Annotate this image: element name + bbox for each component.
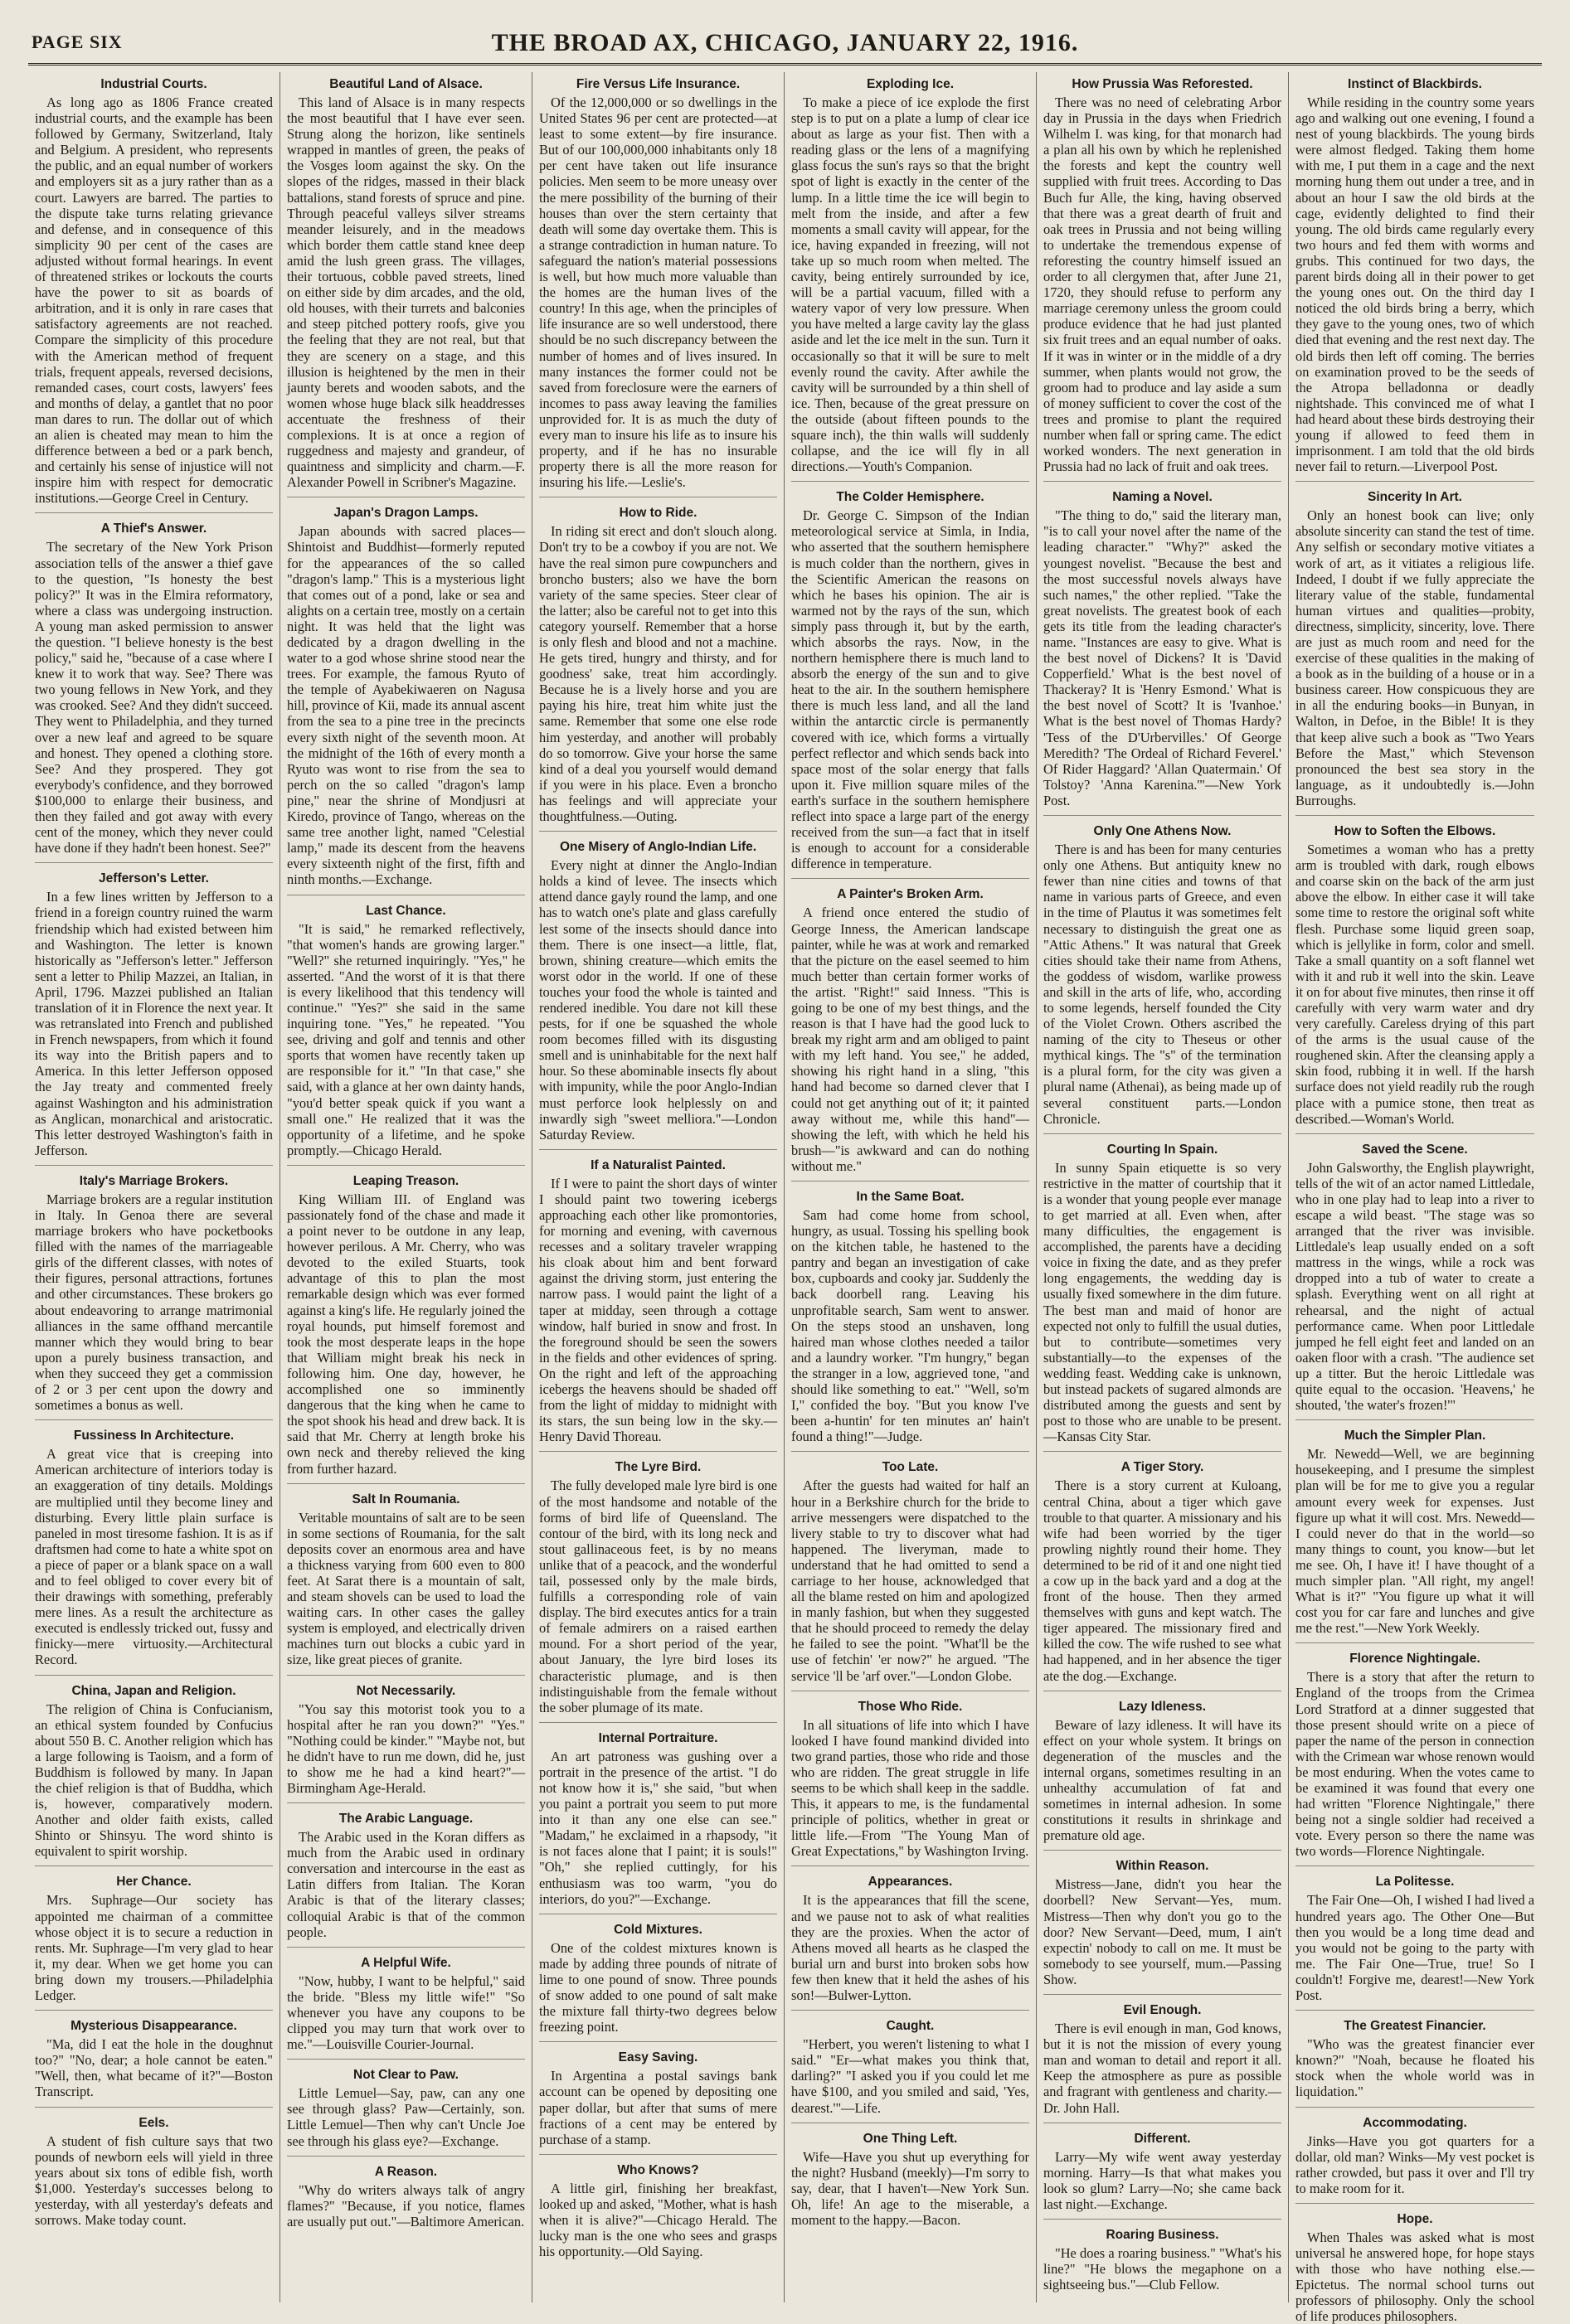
article <box>287 77 525 490</box>
article-body: "Now, hubby, I want to be helpful," said the bride. "Bless my little wife!" "So whenever you have any coupons to be clipped you may turn that work over to me."—Louisville Courier-Journal. <box>287 1972 525 2053</box>
article-title: Instinct of Blackbirds. <box>1348 77 1482 91</box>
article <box>1295 815 1534 1127</box>
article-title: Salt In Roumania. <box>352 1492 460 1506</box>
article <box>791 77 1029 474</box>
article <box>35 1675 273 1860</box>
article-body: King William III. of England was passionately fond of the chase and made it a point never to be outdone in any leap, however perilous. A Mr. Cherry, who was devoted to the exiled Stuarts, took advantage of this to plan the most remarkable design which was ever formed against a king's life. He regularly joined the royal hounds, put himself foremost and took the most desperate leaps in the hope that William might break his neck in following him. One day, however, he accomplished one so imminently dangerous that the king when he came to the spot shook his head and drew back. It is said that Mr. Cherry at length broke his own neck and thereby relieved the king from further hazard. <box>287 1191 525 1477</box>
article-title: Eels. <box>139 2115 169 2130</box>
article-body: Only an honest book can live; only absolute sincerity can stand the test of time. Any selfish or secondary motive vitiates a work of art, as it vitiates a religious life. Indeed, I doubt if we fully appreciate the literary value of the stable, fundamental human virtues and qualities—probity, directness, simplicity, sincerity, love. There are just as much room and need for the exercise of these qualities in the making of a book as in the building of a house or in a business career. How conspicuous they are in all the enduring books—in Bunyan, in Walton, in Defoe, in the Bible! It is they that keep alive such a book as "Two Years Before the Mast," which Stevenson pronounced the best sea story in the language, as it undoubtedly is.—John Burroughs. <box>1295 507 1534 808</box>
article-body: One of the coldest mixtures known is made by adding three pounds of nitrate of lime to one pound of snow. Three pounds of snow added to one pound of salt make the mixture fall thirty-two degrees below freezing point. <box>539 1939 777 2035</box>
article-body: After the guests had waited for half an hour in a Berkshire church for the bride to arrive messengers were dispatched to the livery stable to try to discover what had happened. The liveryman, made to understand that he had omitted to send a carriage to her house, acknowledged that all the blame rested on him and apologized in manly fashion, but when they suggested that he should proceed to remedy the delay he failed to see the point. "What'll be the use of fetchin' 'er now?" he argued. "The service 'll be 'arf over."—London Globe. <box>791 1477 1029 1684</box>
article <box>287 895 525 1158</box>
article-title: Florence Nightingale. <box>1349 1652 1480 1667</box>
column-6 <box>1289 72 1541 2324</box>
column-5 <box>1037 72 1289 2302</box>
article-title: Leaping Treason. <box>352 1173 459 1188</box>
article <box>539 2154 777 2259</box>
article <box>539 831 777 1143</box>
article-title: Fire Versus Life Insurance. <box>576 77 741 91</box>
article-title: Naming a Novel. <box>1112 490 1213 505</box>
column-3 <box>532 72 785 2302</box>
article-title: The Greatest Financier. <box>1344 2019 1486 2034</box>
article <box>1043 2219 1281 2292</box>
article-title: A Helpful Wife. <box>361 1955 451 1970</box>
article <box>1295 2010 1534 2099</box>
article-title: Internal Portraiture. <box>598 1730 718 1745</box>
article <box>1043 77 1281 474</box>
article-body: "Herbert, you weren't listening to what I said." "Er—what makes you think that, darling?" "I asked you if you could let me have $100, and you smiled and said, 'Yes, dearest.'"—Life. <box>791 2036 1029 2116</box>
article-title: Sincerity In Art. <box>1368 490 1462 505</box>
article-title: How to Soften the Elbows. <box>1334 824 1496 839</box>
article <box>287 1165 525 1477</box>
article-title: Accommodating. <box>1363 2115 1467 2130</box>
article <box>539 497 777 824</box>
article-body: Marriage brokers are a regular institution in Italy. In Genoa there are several marriage brokers who have pocketbooks filled with the names of the marriageable girls of the different classes, with notes of their figures, personal attractions, fortunes and other circumstances. These brokers go about endeavoring to arrange matrimonial alliances in the same offhand mercantile manner which they would bring to bear upon a purely business transaction, and when they succeed they get a commission of 2 or 3 per cent upon the dowry and sometimes a bonus as well. <box>35 1191 273 1414</box>
article-body: The Fair One—Oh, I wished I had lived a hundred years ago. The Other One—But then you would be a long time dead and you would not be going to the party with me. The Fair One—True, true! So I couldn't! Forgive me, dearest!—New York Post. <box>1295 1892 1534 2004</box>
article-title: Easy Saving. <box>618 2050 698 2065</box>
article <box>1295 2203 1534 2324</box>
article <box>35 862 273 1158</box>
article-title: One Thing Left. <box>863 2131 958 2146</box>
article-body: There was no need of celebrating Arbor day in Prussia in the days when Friedrich Wilhelm I. was king, for that monarch had a plan all his own by which he replenished the forests and kept the country well supplied with fruit trees. According to Das Buch fur Alle, the king, having observed that there was a great dearth of fruit and oak trees in Prussia and not being willing to undertake the tremendous expense of reforesting the country himself issued an order to all clergymen that, after June 21, 1720, they should refuse to perform any marriage ceremony unless the groom could produce evidence that he had just planted six fruit trees and an equal number of oaks. If it was in winter or in the middle of a dry summer, when plants would not grow, the groom had to produce and lay aside a sum of money sufficient to cover the cost of the trees and promise to plant the required number when fall or spring came. The edict worked wonders. The next generation in Prussia had no lack of fruit and oak trees. <box>1043 95 1281 475</box>
article <box>35 2010 273 2099</box>
column-1 <box>28 72 280 2302</box>
page-number: PAGE SIX <box>32 32 123 52</box>
article-title: Lazy Idleness. <box>1118 1699 1207 1714</box>
article-title: Those Who Ride. <box>858 1699 963 1714</box>
article-title: Industrial Courts. <box>100 77 207 91</box>
article-body: "He does a roaring business." "What's his line?" "He blows the megaphone on a sightseeing bus."—Club Fellow. <box>1043 2244 1281 2293</box>
article-title: If a Naturalist Painted. <box>591 1157 726 1172</box>
article-body: An art patroness was gushing over a portrait in the presence of the artist. "I do not know how it is," she said, "but when you paint a portrait you seem to put more into it than any one else can see." "Madam," he exclaimed in a rhapsody, "it is not faces alone that I paint; it is souls!" "Oh," she replied cuttingly, for his enthusiasm was too warm, "you do interiors, do you?"—Exchange. <box>539 1748 777 1907</box>
article-title: Japan's Dragon Lamps. <box>333 506 479 521</box>
article-title: Within Reason. <box>1116 1859 1209 1874</box>
article-body: Larry—My wife went away yesterday morning. Harry—Is that what makes you look so glum? Larry—No; she came back last night.—Exchange. <box>1043 2148 1281 2212</box>
article <box>539 1914 777 2035</box>
article <box>791 1866 1029 2003</box>
article-body: If I were to paint the short days of winter I should paint two towering icebergs approaching each other like promontories, for morning and evening, with cavernous recesses and a solitary traveler wrapping his cloak about him and bent forward against the driving storm, just entering the narrow pass. I would paint the light of a taper at midday, seen through a cottage window, half buried in snow and frost. In the foreground should be seen the sowers in the fields and other evidences of spring. On the right and left of the approaching icebergs the heavens should be shaded off from the light of midday to midnight with its stars, the sun being low in the sky.—Henry David Thoreau. <box>539 1175 777 1445</box>
article-body: Mr. Newedd—Well, we are beginning housekeeping, and I presume the simplest plan will be for me to give you a regular amount every week for expenses. Just figure up what it will cost. Mrs. Newedd—I could never do that in the world—so many things to count, you know—but let me see. Oh, I have it! I have thought of a much simpler plan. "All right, my angel! What is it?" "You figure up what it will cost you for car fare and lunches and give me the rest."—New York Weekly. <box>1295 1446 1534 1637</box>
article <box>287 1802 525 1940</box>
article-body: "It is said," he remarked reflectively, "that women's hands are growing larger." "Well?" she returned inquiringly. "Yes," he asserted. "And the worst of it is that there is every likelihood that this tendency will continue." "Yes?" she said in the same inquiring tone. "Yes," he repeated. "You see, driving and golf and tennis and other sports that women have recently taken up are responsible for it." "In that case," she said, with a glance at her own dainty hands, "you'd better speak quick if you want a small one." He realized that it was the opportunity of a lifetime, and he spoke promptly.—Chicago Herald. <box>287 920 525 1158</box>
article <box>35 512 273 856</box>
article <box>1295 1419 1534 1636</box>
article-title: A Tiger Story. <box>1120 1460 1204 1475</box>
article-title: The Lyre Bird. <box>615 1460 702 1475</box>
article-title: How Prussia Was Reforested. <box>1072 77 1253 91</box>
article-body: "Ma, did I eat the hole in the doughnut too?" "No, dear; a hole cannot be eaten." "Well, then, what became of it?"—Boston Transcript. <box>35 2036 273 2100</box>
article-body: In a few lines written by Jefferson to a friend in a foreign country ruined the warm friendship which had existed between him and Washington. The letter is known historically as "Jefferson's letter." Jefferson sent a letter to Philip Mazzei, an Italian, in April, 1796. Mazzei published an Italian translation of it in Florence the next year. It was retranslated into French and published in French newspapers, from which it found its way into the British papers and to America. In this letter Jefferson opposed the Jay treaty and commented freely against Washington and his administration as Anglican, monarchical and aristocratic. This letter destroyed Washington's faith in Jefferson. <box>35 889 273 1158</box>
article-body: When Thales was asked what is most universal he answered hope, for hope stays with those who have nothing else.—Epictetus. The normal school turns out professors of philosophy. Only the school of life produces philosophers. <box>1295 2229 1534 2324</box>
article-title: Jefferson's Letter. <box>99 871 209 886</box>
article <box>791 2123 1029 2228</box>
article-title: Evil Enough. <box>1123 2003 1202 2018</box>
article-title: Exploding Ice. <box>866 77 955 91</box>
article-title: Much the Simpler Plan. <box>1344 1429 1486 1443</box>
article <box>287 2059 525 2148</box>
article-title: Saved the Scene. <box>1362 1142 1468 1157</box>
article-body: In Argentina a postal savings bank account can be opened by depositing one paper dollar, but after that sums of mere fractions of a cent may be entered by purchase of a stamp. <box>539 2068 777 2147</box>
article-body: Little Lemuel—Say, paw, can any one see through glass? Paw—Certainly, son. Little Lemuel—Then why can't Uncle Joe see through his glass eye?—Exchange. <box>287 2085 525 2149</box>
article-body: Dr. George C. Simpson of the Indian meteorological service at Simla, in India, who asserted that the southern hemisphere is much colder than the northern, gives in the Scientific American the reasons on which he bases his opinion. The air is warmed not by the rays of the sun, which simply pass through it, but by the earth, which absorbs the rays. Now, in the northern hemisphere there is much land to absorb the energy of the sun and to give heat to the air. In the southern hemisphere there is much less land, and all the land within the antarctic circle is permanently covered with ice, which forms a virtually perfect reflector and which sends back into space most of the solar energy that falls upon it. Five million square miles of the earth's surface in the southern hemisphere reflect into space a large part of the energy received from the sun—a fact that in itself is enough to account for a considerable difference in temperature. <box>791 507 1029 872</box>
article <box>539 1149 777 1445</box>
article <box>539 1722 777 1907</box>
article <box>1043 1451 1281 1683</box>
article <box>1043 481 1281 808</box>
article-body: Beware of lazy idleness. It will have its effect on your whole system. It brings on degeneration of the muscles and the internal organs, sometimes resulting in an unhealthy accumulation of fat and sometimes in internal adhesion. In some constitutions it results in shrinkage and premature old age. <box>1043 1716 1281 1844</box>
article <box>791 1181 1029 1444</box>
article-title: Hope. <box>1397 2211 1433 2226</box>
article-title: In the Same Boat. <box>856 1190 965 1204</box>
article-body: Mistress—Jane, didn't you hear the doorbell? New Servant—Yes, mum. Mistress—Then why don't you go to the door? New Servant—Deed, mum, I ain't expectin' nobody to call on me. It must be somebody to see yourself, mum.—Passing Show. <box>1043 1876 1281 1987</box>
article-body: It is the appearances that fill the scene, and we pause not to ask of what realities they are the proxies. When the actor of Athens moved all hearts as he clasped the burial urn and burst into broken sobs how few then knew that it held the ashes of his son!—Bulwer-Lytton. <box>791 1892 1029 2004</box>
article <box>35 77 273 506</box>
article <box>287 1483 525 1668</box>
article <box>1043 1133 1281 1445</box>
article-body: Veritable mountains of salt are to be seen in some sections of Roumania, for the salt deposits cover an enormous area and have a thickness varying from 600 even to 800 feet. At Sarat there is a mountain of salt, and steam shovels can be used to load the waiting cars. In other cases the galley system is employed, and electrically driven machines turn out blocks a cubic yard in size, like great pieces of granite. <box>287 1509 525 1668</box>
article <box>791 2010 1029 2115</box>
article-title: Mysterious Disappearance. <box>70 2019 237 2034</box>
article <box>1295 2107 1534 2196</box>
article <box>791 878 1029 1174</box>
article-body: A friend once entered the studio of George Inness, the American landscape painter, while he was at work and remarked that the picture on the easel seemed to him much better than certain former works of the artist. "Right!" said Inness. "This is going to be one of my best things, and the reason is that I have had the good luck to break my right arm and am obliged to paint with my left hand. You see," he added, showing his right hand in a sling, "this hand had become so darned clever that I could not get anything out of it; it painted away without me, while this hand"—showing the left, with which he held his brush—"is awkward and can do nothing without me." <box>791 905 1029 1174</box>
article <box>35 1165 273 1413</box>
article-title: Fussiness In Architecture. <box>73 1429 235 1443</box>
article <box>539 2041 777 2147</box>
article-body: There is a story current at Kuloang, central China, about a tiger which gave trouble to that quarter. A missionary and his wife had been worried by the tiger prowling nightly round their home. They determined to be rid of it and one night tied a cow up in the back yard and a dog at the front of the house. Then they armed themselves with guns and kept watch. The tiger appeared. The missionary fired and killed the cow. The wife rushed to see what had happened, and in her absence the tiger ate the dog.—Exchange. <box>1043 1477 1281 1684</box>
article-title: Last Chance. <box>366 903 446 918</box>
article-body: There is evil enough in man, God knows, but it is not the mission of every young man and woman to detail and report it all. Keep the atmosphere as pure as possible and fragrant with gentleness and charity.—Dr. John Hall. <box>1043 2021 1281 2116</box>
article-title: A Thief's Answer. <box>100 522 207 536</box>
article-body: "Why do writers always talk of angry flames?" "Because, if you notice, flames are usually put out."—Baltimore American. <box>287 2181 525 2229</box>
article-title: Italy's Marriage Brokers. <box>79 1173 229 1188</box>
article <box>1295 1642 1534 1859</box>
article-body: "You say this motorist took you to a hospital after he ran you down?" "Yes." "Nothing could be kinder." "Maybe not, but he didn't have to run me down, did he, just to show me he had a kind heart?"—Birmingham Age-Herald. <box>287 1701 525 1796</box>
article <box>1295 1133 1534 1414</box>
article-title: La Politesse. <box>1375 1875 1455 1890</box>
article-body: While residing in the country some years ago and walking out one evening, I found a nest of young blackbirds. The young birds were almost fledged. Taking them home with me, I put them in a cage and the next morning hung them out under a tree, and in about an hour I saw the old birds at the cage, evidently delighted to find their young. The old birds came regularly every two hours and fed them with worms and grubs. This continued for two days, the parent birds doing all in their power to get the young ones out. On the third day I noticed the old birds bring a berry, which they gave to the young ones, two of which died that evening and the rest next day. The old birds then left off coming. The berries on examination proved to be the seeds of the Atropa belladonna or deadly nightshade. This convinced me of what I had heard about these birds destroying their young if allowed to feed them in imprisonment. I am told that the old birds never fail to return.—Liverpool Post. <box>1295 95 1534 475</box>
article-body: There is a story that after the return to England of the troops from the Crimea Lord Stratford at a dinner suggested that those present should write on a piece of paper the name of the person in connection with the Crimean war whose renown would be most enduring. When the votes came to be examined it was found that every one had written "Florence Nightingale," there being not a single soldier had received a vote. Every person so there the name was two words—Florence Nightingale. <box>1295 1669 1534 1860</box>
article-title: One Misery of Anglo-Indian Life. <box>559 840 757 855</box>
article <box>1295 1866 1534 2003</box>
article-body: Of the 12,000,000 or so dwellings in the United States 96 per cent are protected—at least to some extent—by fire insurance. But of our 100,000,000 inhabitants only 18 per cent have taken out life insurance policies. Men seem to be more uneasy over the mere possibility of the burning of their houses than over the stern certainty that death will some day overtake them. This is a strange contradiction in human nature. To safeguard the nation's material possessions is well, but how much more valuable than the homes are the human lives of the country! In this age, when the principles of life insurance are so well understood, there should be no such discrepancy between the number of homes and of lives insured. In many instances the former could not be saved from foreclosure were the earners of incomes to pass away leaving the families unprovided for. It is as much the duty of every man to insure his life as to insure his property, and if he has no insurable property there is all the more reason for insuring his life.—Leslie's. <box>539 95 777 491</box>
article-title: Appearances. <box>868 1875 953 1890</box>
article-columns <box>28 72 1542 2324</box>
article-title: Beautiful Land of Alsace. <box>329 77 483 91</box>
article <box>1043 2123 1281 2212</box>
article-body: "The thing to do," said the literary man, "is to call your novel after the name of the leading character." "Why?" asked the youngest novelist. "Because the best and the most successful novels always have such names," the other replied. "Take the great novelists. The greatest book of each gets its title from the leading character's name. "Instances are easy to give. What is the best novel of Dickens? It is 'David Copperfield.' What is the best novel of Thackeray? It is 'Henry Esmond.' What is the best novel of Scott? It is 'Ivanhoe.' What is the best novel of Thomas Hardy? 'Tess of the D'Urbervilles.' Of George Meredith? 'The Ordeal of Richard Feverel.' Of Rider Haggard? 'Allan Quatermain.' Of Tolstoy? 'Anna Karenina.'"—New York Post. <box>1043 507 1281 808</box>
article <box>791 481 1029 871</box>
article <box>1295 77 1534 474</box>
article-body: Every night at dinner the Anglo-Indian holds a kind of levee. The insects which attend dance gayly round the lamp, and one has to watch one's plate and glass carefully lest some of the insects should dance into them. There is one insect—a little, flat, brown, shining creature—which emits the worst odor in the world. If one of these touches your food the whole is tainted and rendered inedible. You dare not kill these pests, for if one be squashed the whole room becomes filled with its disgusting smell and is uninhabitable for the next half hour. So these abominable insects fly about with impunity, while the poor Anglo-Indian must perforce look helplessly on and inwardly sigh "sweet melliora."—London Saturday Review. <box>539 857 777 1143</box>
article-body: The Arabic used in the Koran differs as much from the Arabic used in ordinary conversation and intercourse in the east as Latin differs from Italian. The Koran Arabic is that of the literary classes; colloquial Arabic is that of the common people. <box>287 1829 525 1940</box>
article-title: Not Clear to Paw. <box>353 2068 459 2083</box>
article-title: A Painter's Broken Arm. <box>837 887 984 902</box>
article <box>287 1675 525 1797</box>
article-body: There is and has been for many centuries only one Athens. But antiquity knew no fewer than nine cities and towns of that name in various parts of Greece, and even in the time of Plautus it was sometimes felt necessary to distinguish the great one as "Attic Athens." It was natural that Greek cities should take their name from Athens, the goddess of wisdom, warlike prowess and skill in the arts of life, who, according to some legends, herself founded the City of the Violet Crown. Others ascribed the naming of the city to Theseus or other mythical kings. The "s" of the termination is a plural form, for the city was given a plural name (Athenai), as being made up of several constituent parts.—London Chronicle. <box>1043 842 1281 1127</box>
article-body: To make a piece of ice explode the first step is to put on a plate a lump of clear ice about as large as your fist. Then with a reading glass or the lens of a magnifying glass focus the sun's rays so that the bright spot of light is exactly in the center of the lump. In a little time the ice will begin to melt from the inside, and after a few moments a small cavity will appear, for the ice, having expanded in freezing, will not take up so much room when melted. The cavity, being entirely surrounded by ice, will be a partial vacuum, filled with a watery vapor of very low pressure. When you have melted a large cavity lay the glass aside and let the ice melt in the sun. Turn it occasionally so that it will be sure to melt evenly round the cavity. After awhile the cavity will be surrounded by a thin shell of ice. Then, because of the great pressure on the outside (about fifteen pounds to the square inch), the thin walls will suddenly collapse, and the ice will fly in all directions.—Youth's Companion. <box>791 95 1029 475</box>
article-body: A little girl, finishing her breakfast, looked up and asked, "Mother, what is hash when it is alive?"—Chicago Herald. The lucky man is the one who sees and grasps his opportunity.—Old Saying. <box>539 2180 777 2260</box>
article <box>1043 1850 1281 1987</box>
article-body: As long ago as 1806 France created industrial courts, and the example has been followed by Germany, Switzerland, Italy and Belgium. A president, who represents the public, and an equal number of workers and employers sit as a jury rather than as a court. Lawyers are barred. The parties to the dispute take turns relating grievance and defense, and in consequence of this simplicity 90 per cent of the cases are adjusted without formal hearings. In event of threatened strikes or lockouts the courts have the power to sit as boards of arbitration, and it is only in rare cases that satisfactory agreements are not reached. Compare the simplicity of this procedure with the American method of frequent trials, frequent appeals, reversed decisions, remanded cases, court costs, lawyers' fees and months of delay, a gantlet that no poor man dares to run. The dollar out of which an alien is cheated may mean to him the difference between a bed or a park bench, and certainly his sense of injustice will not inspire him with respect for democratic institutions.—George Creel in Century. <box>35 95 273 507</box>
article-title: China, Japan and Religion. <box>71 1683 236 1698</box>
article <box>35 1866 273 2003</box>
article-body: Sam had come home from school, hungry, as usual. Tossing his spelling book on the kitchen table, he hastened to the pantry and began an investigation of cake box, cupboards and cooky jar. Suddenly the back doorbell rang. Leaving his unprofitable search, Sam went to answer. On the steps stood an unshaven, long haired man whose clothes needed a tailor and a laundry worker. "I'm hungry," began the stranger in a low, aggrieved tone, "and should like something to eat." "Well, so'm I," confided the boy. "But you know I've been a-huntin' for ten minutes an' hain't found a thing!"—Judge. <box>791 1207 1029 1445</box>
article <box>1043 1994 1281 2116</box>
article <box>1043 1691 1281 1844</box>
article-body: "Who was the greatest financier ever known?" "Noah, because he floated his stock when the whole world was in liquidation." <box>1295 2036 1534 2100</box>
article-title: How to Ride. <box>619 506 698 521</box>
article-body: The secretary of the New York Prison association tells of the answer a thief gave to the question, "Is honesty the best policy?" It was in the Elmira reformatory, where a class was undergoing instruction. A young man asked permission to answer the question. "I believe honesty is the best policy," said he, "because of a case where I knew it to work that way. See? There was two young fellows in New York, and they was crooked. See? And they didn't succeed. They went to Philadelphia, and they turned over a new leaf and agreed to be square and honest. They opened a clothing store. See? And they prospered. They got everybody's confidence, and they borrowed $100,000 to enlarge their business, and then they failed and got away with every cent of the money, which they never could have done if they hadn't been honest. See?" <box>35 539 273 856</box>
article-body: A great vice that is creeping into American architecture of interiors today is an exaggeration of tiny details. Moldings are multiplied until they become liney and disturbing. Every little plain surface is paneled in most tiresome fashion. It is as if draftsmen had come to hate a white spot on a piece of paper or a blank space on a wall and to feel obliged to cover every bit of their drawings with something, preferably mere lines. As a result the architecture as executed is endlessly tricked out, fussy and finicky—mere virtuosity.—Architectural Record. <box>35 1446 273 1668</box>
article-body: In riding sit erect and don't slouch along. Don't try to be a cowboy if you are not. We have the real simon pure cowpunchers and broncho busters; also we have the born variety of the same species. Steer clear of the latter; also be careful not to get into this category yourself. Remember that a horse is only flesh and blood and not a machine. He gets tired, hungry and thirsty, and for goodness' sake, treat him accordingly. Because he is a lively horse and you are paying his hire, treat him white just the same. Remember that some one else rode him yesterday, and another will probably do so tomorrow. Give your horse the same kind of a deal you yourself would demand if you were in his place. Even a broncho has feelings and will appreciate your thoughtfulness.—Outing. <box>539 523 777 825</box>
article <box>539 1451 777 1715</box>
article <box>35 2107 273 2229</box>
article-body: Japan abounds with sacred places—Shintoist and Buddhist—formerly reputed for the appearances of the so called "dragon's lamp." This is a mysterious light that comes out of a pond, lake or sea and alights on a certain tree, mostly on a certain night. It was held that the light was dedicated by a dragon dwelling in the water to a god whose shrine stood near the trees. For example, the famous Ryuto of the temple of Ayabekiwaeren on Nagusa hill, province of Kii, made its annual ascent from the sea to a pine tree in the precincts every sixth night of the seventh moon. At the midnight of the 16th of every month a Ryuto was wont to rise from the sea to perch on the so called "dragon's lamp pine," near the shrine of Mondjusri at Kiredo, province of Tango, whereas on the same tree another light, named "Celestial lamp," made its descent from the heavens every sixteenth night of the first, fifth and ninth months.—Exchange. <box>287 523 525 888</box>
article <box>1043 815 1281 1127</box>
article-title: Only One Athens Now. <box>1093 824 1232 839</box>
article-title: Caught. <box>886 2019 935 2034</box>
article-body: In sunny Spain etiquette is so very restrictive in the matter of courtship that it is a wonder that young people ever manage to get married at all. Even when, after many difficulties, the engagement is accomplished, the parents have a deciding voice in fixing the date, and as they prefer long engagements, the wedding day is usually fixed somewhere in the dim future. The best man and maid of honor are expected not only to fulfill the usual duties, but to contribute—sometimes very substantially—to the expenses of the wedding feast. Wedding cake is unknown, but instead packets of sugared almonds are distributed among the guests and sent by post to those who are unable to be present.—Kansas City Star. <box>1043 1159 1281 1445</box>
article-body: Mrs. Suphrage—Our society has appointed me chairman of a committee whose object it is to secure a reduction in rents. Mr. Suphrage—I'm very glad to hear it, my dear. When we get home you can bring down my trousers.—Philadelphia Ledger. <box>35 1892 273 2004</box>
article <box>287 497 525 887</box>
article <box>287 2156 525 2229</box>
article <box>791 1451 1029 1683</box>
article-body: In all situations of life into which I have looked I have found mankind divided into two grand parties, those who ride and those who are ridden. The great struggle in life seems to be which shall keep in the saddle. This, it appears to me, is the fundamental principle of politics, whether in great or little life.—From "The Young Man of Great Expectations," by Washington Irving. <box>791 1716 1029 1860</box>
article-body: A student of fish culture says that two pounds of newborn eels will yield in three years about six tons of edible fish, worth $1,000. Yesterday's successes belong to yesterday, with all yesterday's defeats and sorrows. Make today count. <box>35 2132 273 2228</box>
article-title: Different. <box>1134 2131 1191 2146</box>
article-body: This land of Alsace is in many respects the most beautiful that I have ever seen. Strung along the horizon, like sentinels wrapped in mantles of green, the peaks of the Vosges loom against the sky. On the slopes of the ridges, massed in their black battalions, stand forests of spruce and pine. Through peaceful valleys silver streams meander leisurely, and in the meadows which border them cattle stand knee deep amid the lush green grass. The villages, their tortuous, cobble paved streets, lined on either side by dim arcades, and the old, old houses, with their turrets and balconies and steep pitched pottery roofs, give you the feeling that they are not real, but that they are scenery on a stage, and this illusion is heightened by the men in their jaunty berets and wooden sabots, and the women whose huge black silk headdresses accentuate the freshness of their complexions. It is at once a region of ruggedness and majesty and grandeur, of quaintness and simplicity and charm.—F. Alexander Powell in Scribner's Magazine. <box>287 95 525 491</box>
article-title: The Colder Hemisphere. <box>836 490 984 505</box>
article-title: Not Necessarily. <box>356 1683 456 1698</box>
article-title: The Arabic Language. <box>338 1812 474 1827</box>
article-title: Courting In Spain. <box>1106 1142 1218 1157</box>
newspaper-title: THE BROAD AX, CHICAGO, JANUARY 22, 1916. <box>491 29 1079 56</box>
article-title: Her Chance. <box>116 1875 192 1890</box>
column-4 <box>785 72 1037 2302</box>
article <box>287 1947 525 2052</box>
article-body: Sometimes a woman who has a pretty arm is troubled with dark, rough elbows and coarse skin on the back of the arm just above the elbow. In either case it will take some time to restore the original soft white flesh. Purchase some liquid green soap, which is jellylike in form, color and smell. Take a small quantity on a soft flannel wet with it and rub it well into the skin. Leave it on for about five minutes, then rinse it off carefully with very warm water and dry very carefully. Careless drying of this part of the arms is the usual cause of the roughened skin. After the cleansing apply a skin food, rubbing it in well. If the harsh surface does not yield readily rub the rough place with a pumice stone, then treat as described.—Woman's World. <box>1295 842 1534 1127</box>
article-title: Cold Mixtures. <box>614 1922 702 1937</box>
article-title: A Reason. <box>374 2164 438 2179</box>
article <box>1295 481 1534 808</box>
article <box>539 77 777 490</box>
article-body: Wife—Have you shut up everything for the night? Husband (meekly)—I'm sorry to say, dear, that I haven't—New York Sun. Oh, life! An age to the miserable, a moment to the happy.—Bacon. <box>791 2148 1029 2228</box>
article-title: Who Knows? <box>617 2162 699 2177</box>
article-body: The fully developed male lyre bird is one of the most handsome and notable of the forms of bird life of Queensland. The contour of the bird, with its long neck and stout gallinaceous feet, is by no means unlike that of a peacock, and the wonderful tail, possessed only by the male birds, fulfills a corresponding role of vain display. The bird executes antics for a train of female admirers on a raised earthen mound. For a short period of the year, about January, the lyre bird loses its characteristic plumage, and is then indistinguishable from the female without the sober plumage of its mate. <box>539 1477 777 1715</box>
masthead <box>28 23 1542 65</box>
article-body: The religion of China is Confucianism, an ethical system founded by Confucius about 550 B. C. Another religion which has a large following is Taoism, and a form of Buddhism is followed by many. In Japan the chief religion is that of Buddha, which is, however, comparatively modern. Another and older faith exists, called Shinto or Shinsyu. The word shinto is equivalent to spirit worship. <box>35 1701 273 1860</box>
column-2 <box>280 72 532 2302</box>
article <box>35 1419 273 1667</box>
article <box>791 1691 1029 1860</box>
article-title: Too Late. <box>882 1460 939 1475</box>
article-body: John Galsworthy, the English playwright, tells of the wit of an actor named Littledale, who in one play had to leap into a river to escape a wild beast. "The stage was so arranged that the river was invisible. Littledale's leap usually ended on a soft mattress in the wings, while a rock was dropped into a tub of water to create a splash. Everything went on all right at rehearsal, and the night of actual performance came. When poor Littledale jumped he fell eight feet and landed on an oaken floor with a crash. "The audience set up a titter. But the heroic Littledale was quite equal to the occasion. 'Heavens,' he shouted, 'the water's frozen!'" <box>1295 1159 1534 1414</box>
article-body: Jinks—Have you got quarters for a dollar, old man? Winks—My vest pocket is rather crowded, but pass it over and I'll try to make room for it. <box>1295 2132 1534 2196</box>
article-title: Roaring Business. <box>1106 2227 1219 2242</box>
